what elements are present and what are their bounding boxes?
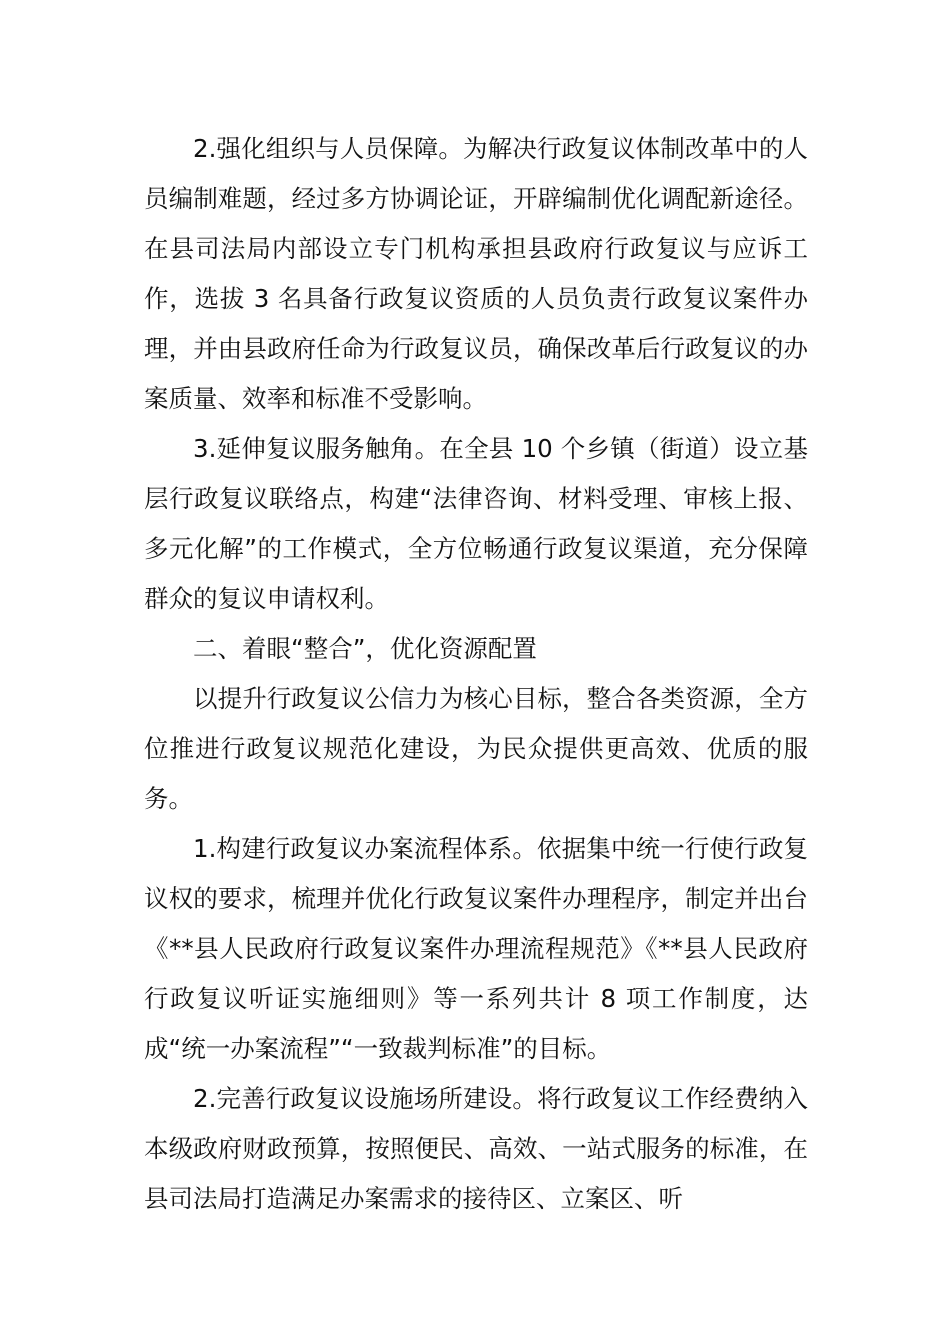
paragraph-procedure-system: 1.构建行政复议办案流程体系。依据集中统一行使行政复议权的要求，梳理并优化行政复议案件办理程序，制定并出台《**县人民政府行政复议案件办理流程规范》《**县人民政府行政复议听证实施细则》等一系列共计 8 项工作制度，达成“统一办案流程”“一致裁判标准”的目标。 [144,834,808,1063]
document-body [144,124,808,1224]
paragraph-section-intro: 以提升行政复议公信力为核心目标，整合各类资源，全方位推进行政复议规范化建设，为民众提供更高效、优质的服务。 [144,684,808,813]
paragraph-service-extension: 3.延伸复议服务触角。在全县 10 个乡镇（街道）设立基层行政复议联络点，构建“法律咨询、材料受理、审核上报、多元化解”的工作模式，全方位畅通行政复议渠道，充分保障群众的复议申请权利。 [144,434,808,613]
section-heading-integration: 二、着眼“整合”，优化资源配置 [193,634,537,663]
paragraph-staffing-guarantee: 2.强化组织与人员保障。为解决行政复议体制改革中的人员编制难题，经过多方协调论证，开辟编制优化调配新途径。在县司法局内部设立专门机构承担县政府行政复议与应诉工作，选拔 3 名具备行政复议资质的人员负责行政复议案件办理，并由县政府任命为行政复议员，确保改革后行政复议的办案质量、效率和标准不受影响。 [144,134,808,413]
paragraph-facility-construction: 2.完善行政复议设施场所建设。将行政复议工作经费纳入本级政府财政预算，按照便民、高效、一站式服务的标准，在县司法局打造满足办案需求的接待区、立案区、听 [144,1084,808,1213]
